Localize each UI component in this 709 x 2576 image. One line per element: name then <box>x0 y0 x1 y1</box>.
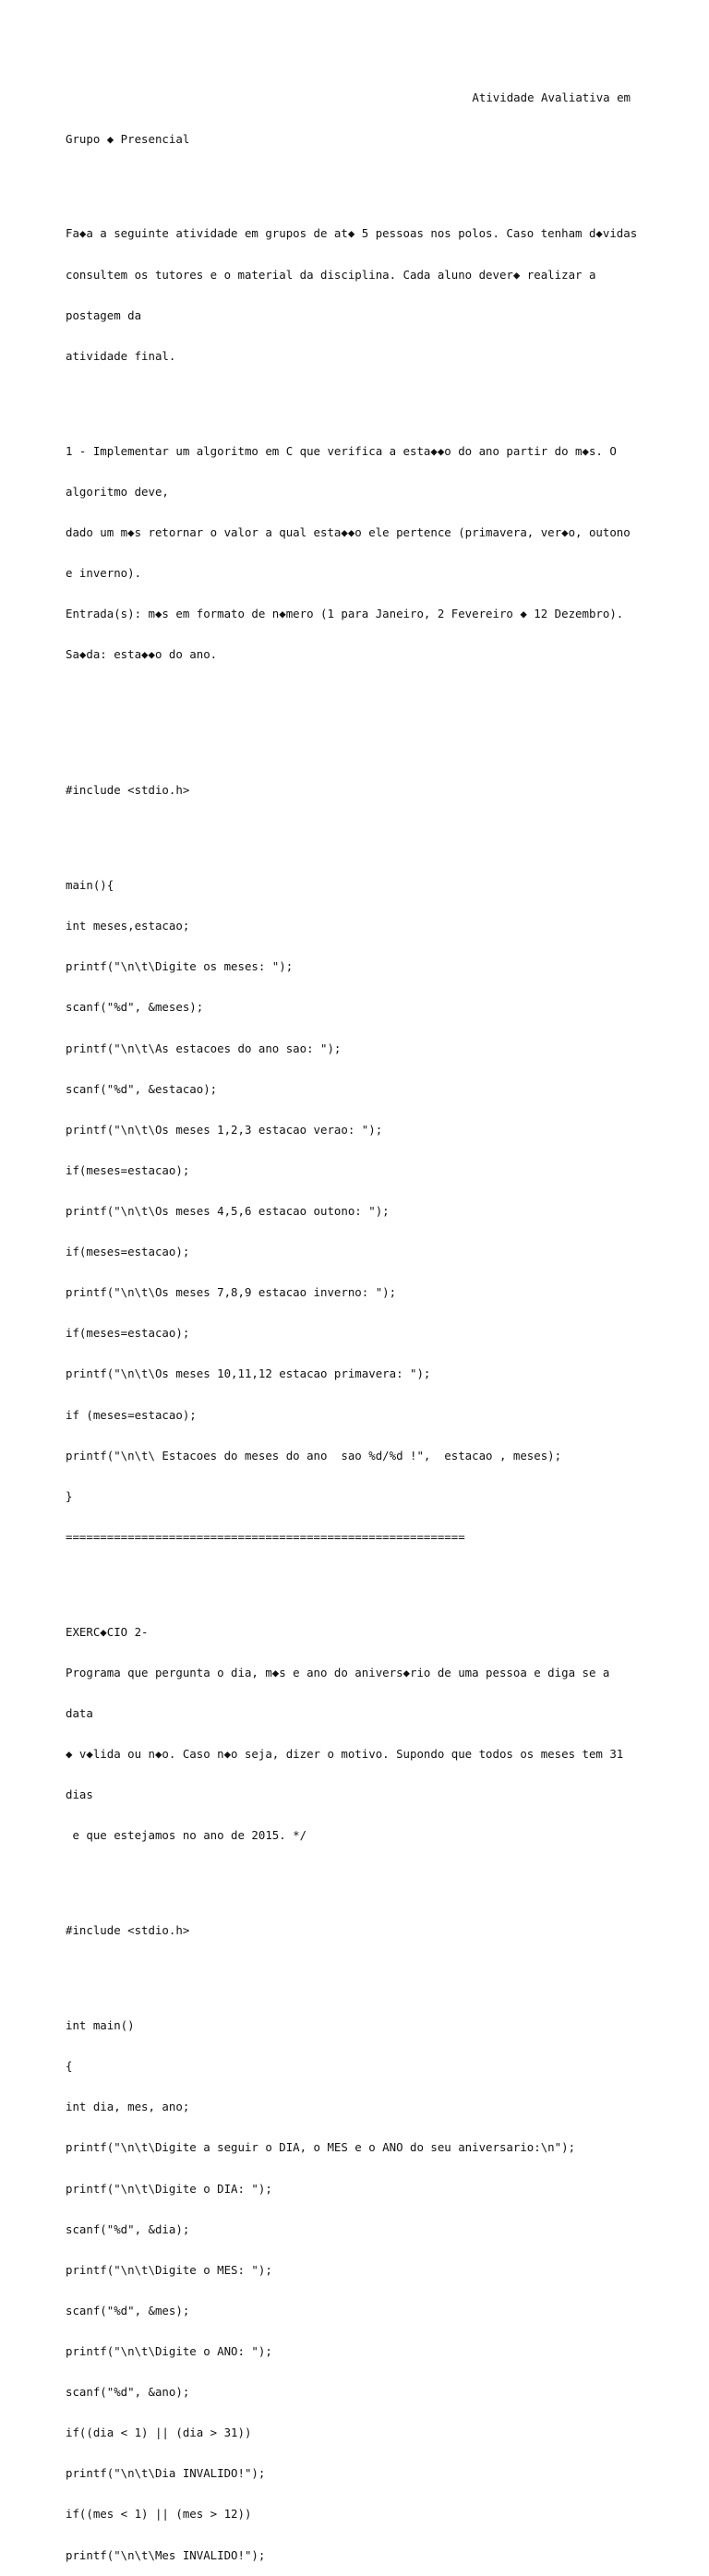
exercise1-statement-line: algoritmo deve, <box>66 484 169 499</box>
section-separator: ========================================================== <box>66 1529 465 1544</box>
exercise1-statement-line: Sa◆da: esta◆◆o do ano. <box>66 647 218 662</box>
exercise1-code-line: printf("\n\t\Os meses 4,5,6 estacao outono: "); <box>66 1203 390 1218</box>
exercise1-code-line: if (meses=estacao); <box>66 1407 197 1422</box>
exercise1-code-line: main(){ <box>66 878 114 893</box>
exercise2-code-line: int dia, mes, ano; <box>66 2100 190 2114</box>
intro-line: postagem da <box>66 307 142 322</box>
document-page <box>66 65 675 2576</box>
exercise2-include: #include <stdio.h> <box>66 1923 190 1938</box>
exercise2-code-line: printf("\n\t\Digite o DIA: "); <box>66 2181 272 2196</box>
exercise2-code-line: printf("\n\t\Mes INVALIDO!"); <box>66 2547 266 2562</box>
exercise1-code-line: int meses,estacao; <box>66 919 190 933</box>
exercise2-code-line: printf("\n\t\Digite o ANO: "); <box>66 2344 272 2358</box>
exercise1-code-line: printf("\n\t\ Estacoes do meses do ano sao %d/%d !", estacao , meses); <box>66 1448 562 1463</box>
exercise1-code-line: printf("\n\t\Os meses 7,8,9 estacao inverno: "); <box>66 1285 397 1300</box>
exercise2-code-line: scanf("%d", &dia); <box>66 2221 190 2236</box>
exercise2-code-line: printf("\n\t\Digite o MES: "); <box>66 2262 272 2277</box>
intro-line: atividade final. <box>66 348 176 363</box>
exercise1-code-line: scanf("%d", &estacao); <box>66 1081 218 1096</box>
exercise2-statement-line: e que estejamos no ano de 2015. */ <box>66 1828 307 1843</box>
exercise1-statement-line: Entrada(s): m◆s em formato de n◆mero (1 para Janeiro, 2 Fevereiro ◆ 12 Dezembro). <box>66 607 624 621</box>
exercise1-code-line: scanf("%d", &meses); <box>66 1000 204 1015</box>
exercise1-code-line: printf("\n\t\Digite os meses: "); <box>66 959 294 974</box>
exercise2-code-line: scanf("%d", &mes); <box>66 2303 190 2317</box>
exercise2-code-line: scanf("%d", &ano); <box>66 2385 190 2400</box>
intro-line: Fa◆a a seguinte atividade em grupos de at◆ 5 pessoas nos polos. Caso tenham d◆vidas <box>66 226 638 241</box>
exercise1-statement-line: dado um m◆s retornar o valor a qual esta◆◆o ele pertence (primavera, ver◆o, outono <box>66 524 631 539</box>
exercise2-statement-line: dias <box>66 1788 93 1802</box>
exercise1-code-line: printf("\n\t\Os meses 1,2,3 estacao verao: "); <box>66 1122 383 1137</box>
exercise2-statement-line: data <box>66 1705 93 1720</box>
exercise2-statement-line: Programa que pergunta o dia, m◆s e ano do anivers◆rio de uma pessoa e diga se a <box>66 1665 610 1679</box>
exercise1-code-line: if(meses=estacao); <box>66 1326 190 1341</box>
document-subtitle: Grupo ◆ Presencial <box>66 131 190 146</box>
intro-line: consultem os tutores e o material da disciplina. Cada aluno dever◆ realizar a <box>66 267 596 282</box>
exercise1-code-line: if(meses=estacao); <box>66 1162 190 1177</box>
document-title: Atividade Avaliativa em <box>472 90 631 105</box>
exercise2-heading: EXERC◆CIO 2- <box>66 1624 149 1639</box>
exercise1-statement-line: e inverno). <box>66 565 142 580</box>
exercise1-include: #include <stdio.h> <box>66 783 190 798</box>
exercise1-code-line: printf("\n\t\As estacoes do ano sao: "); <box>66 1041 342 1055</box>
exercise2-code-line: printf("\n\t\Digite a seguir o DIA, o MES e o ANO do seu aniversario:\n"); <box>66 2140 576 2155</box>
exercise1-code-line: printf("\n\t\Os meses 10,11,12 estacao primavera: "); <box>66 1366 431 1381</box>
exercise1-code-line: if(meses=estacao); <box>66 1245 190 1259</box>
exercise1-statement-line: 1 - Implementar um algoritmo em C que verifica a esta◆◆o do ano partir do m◆s. O <box>66 443 617 458</box>
exercise2-code-line: if((mes < 1) || (mes > 12)) <box>66 2507 252 2522</box>
exercise2-code-line: { <box>66 2059 73 2074</box>
exercise2-code-line: int main() <box>66 2018 135 2033</box>
exercise2-code-line: printf("\n\t\Dia INVALIDO!"); <box>66 2466 266 2481</box>
exercise2-code-line: if((dia < 1) || (dia > 31)) <box>66 2426 252 2440</box>
exercise1-code-line: } <box>66 1488 73 1503</box>
exercise2-statement-line: ◆ v◆lida ou n◆o. Caso n◆o seja, dizer o motivo. Supondo que todos os meses tem 31 <box>66 1747 624 1762</box>
